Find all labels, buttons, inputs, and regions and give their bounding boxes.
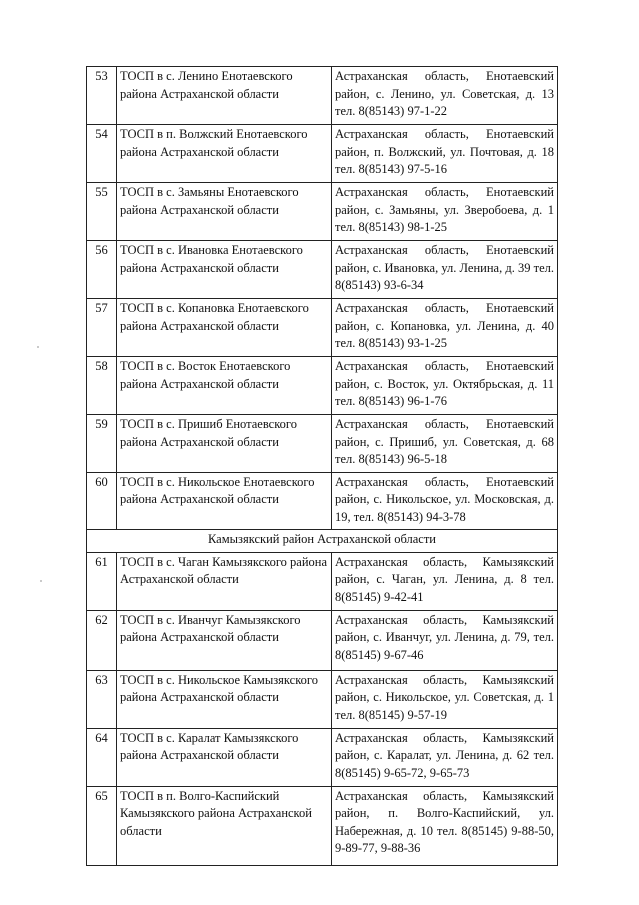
office-name: ТОСП в п. Волжский Енотаевского района Астраханской области [117, 125, 332, 183]
table-row [87, 670, 558, 728]
row-number: 54 [87, 125, 117, 183]
office-address: Астраханская область, Камызякский район, п. Волго-Каспийский, ул. Набережная, д. 10 тел. 8(85145) 9-88-50, 9-89-77, 9-88-36 [332, 786, 558, 865]
table-row [87, 241, 558, 299]
office-address: Астраханская область, Камызякский район, с. Каралат, ул. Ленина, д. 62 тел. 8(85145) 9-65-72, 9-65-73 [332, 728, 558, 786]
row-number: 57 [87, 299, 117, 357]
table-row [87, 125, 558, 183]
row-number: 53 [87, 67, 117, 125]
table-row [87, 786, 558, 865]
row-number: 60 [87, 472, 117, 530]
row-number: 65 [87, 786, 117, 865]
office-name: ТОСП в с. Восток Енотаевского района Астраханской области [117, 357, 332, 415]
table-row [87, 472, 558, 530]
office-address: Астраханская область, Енотаевский район, с. Замьяны, ул. Зверобоева, д. 1 тел. 8(85143) 98-1-25 [332, 183, 558, 241]
section-row [87, 530, 558, 553]
table-row [87, 299, 558, 357]
row-number: 59 [87, 415, 117, 473]
office-name: ТОСП в с. Копановка Енотаевского района Астраханской области [117, 299, 332, 357]
row-number: 64 [87, 728, 117, 786]
table-row [87, 67, 558, 125]
row-number: 61 [87, 552, 117, 610]
table-row [87, 610, 558, 670]
table-row [87, 552, 558, 610]
office-address: Астраханская область, Камызякский район, с. Иванчуг, ул. Ленина, д. 79, тел. 8(85145) 9-67-46 [332, 610, 558, 670]
section-heading: Камызякский район Астраханской области [87, 530, 558, 553]
row-number: 55 [87, 183, 117, 241]
table-row [87, 415, 558, 473]
office-address: Астраханская область, Енотаевский район, с. Ивановка, ул. Ленина, д. 39 тел. 8(85143) 93-6-34 [332, 241, 558, 299]
office-name: ТОСП в с. Иванчуг Камызякского района Астраханской области [117, 610, 332, 670]
office-name: ТОСП в с. Пришиб Енотаевского района Астраханской области [117, 415, 332, 473]
row-number: 56 [87, 241, 117, 299]
office-name: ТОСП в с. Замьяны Енотаевского района Астраханской области [117, 183, 332, 241]
office-name: ТОСП в с. Чаган Камызякского района Астраханской области [117, 552, 332, 610]
offices-table [86, 66, 558, 866]
office-address: Астраханская область, Енотаевский район, с. Ленино, ул. Советская, д. 13 тел. 8(85143) 97-1-22 [332, 67, 558, 125]
office-address: Астраханская область, Енотаевский район, с. Восток, ул. Октябрьская, д. 11 тел. 8(85143) 96-1-76 [332, 357, 558, 415]
table-row [87, 357, 558, 415]
office-address: Астраханская область, Енотаевский район, с. Никольское, ул. Московская, д. 19, тел. 8(85143) 94-3-78 [332, 472, 558, 530]
table-row [87, 183, 558, 241]
scan-speck [37, 346, 39, 348]
office-name: ТОСП в с. Ленино Енотаевского района Астраханской области [117, 67, 332, 125]
row-number: 62 [87, 610, 117, 670]
row-number: 58 [87, 357, 117, 415]
office-name: ТОСП в с. Каралат Камызякского района Астраханской области [117, 728, 332, 786]
office-name: ТОСП в п. Волго-Каспийский Камызякского района Астраханской области [117, 786, 332, 865]
office-address: Астраханская область, Енотаевский район, с. Пришиб, ул. Советская, д. 68 тел. 8(85143) 96-5-18 [332, 415, 558, 473]
office-address: Астраханская область, Камызякский район, с. Никольское, ул. Советская, д. 1 тел. 8(85145) 9-57-19 [332, 670, 558, 728]
office-address: Астраханская область, Камызякский район, с. Чаган, ул. Ленина, д. 8 тел. 8(85145) 9-42-41 [332, 552, 558, 610]
office-address: Астраханская область, Енотаевский район, с. Копановка, ул. Ленина, д. 40 тел. 8(85143) 93-1-25 [332, 299, 558, 357]
scan-speck [40, 580, 42, 582]
office-address: Астраханская область, Енотаевский район, п. Волжский, ул. Почтовая, д. 18 тел. 8(85143) 97-5-16 [332, 125, 558, 183]
office-name: ТОСП в с. Никольское Камызякского района Астраханской области [117, 670, 332, 728]
office-name: ТОСП в с. Ивановка Енотаевского района Астраханской области [117, 241, 332, 299]
row-number: 63 [87, 670, 117, 728]
office-name: ТОСП в с. Никольское Енотаевского района Астраханской области [117, 472, 332, 530]
table-row [87, 728, 558, 786]
